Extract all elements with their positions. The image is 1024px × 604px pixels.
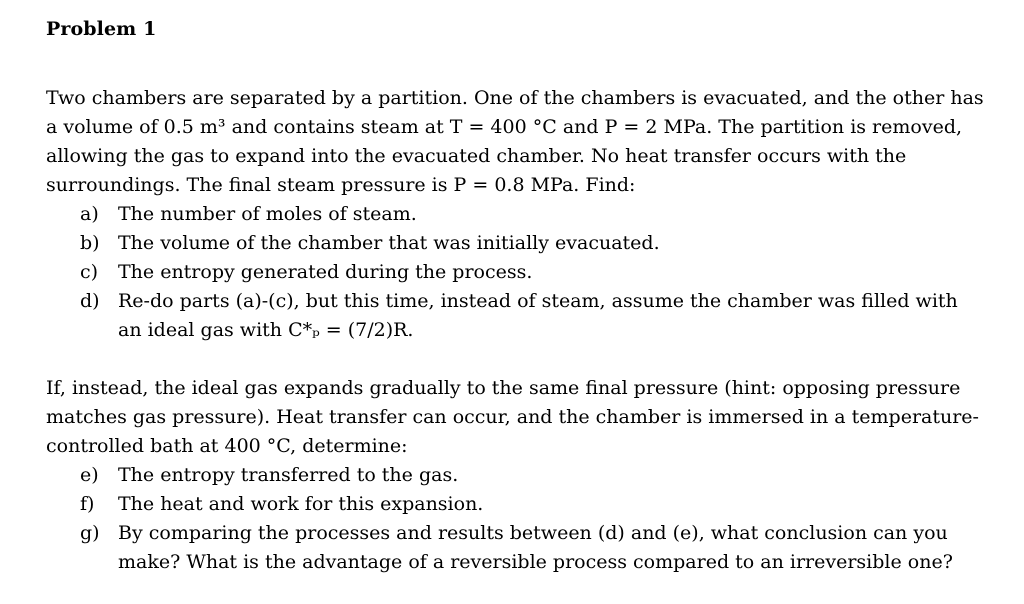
statement-line: matches gas pressure). Heat transfer can occur, and the chamber is immersed in a temperature-	[46, 406, 979, 428]
list-marker: b)	[80, 232, 100, 254]
list-text: The volume of the chamber that was initially evacuated.	[118, 232, 660, 254]
list-marker: e)	[80, 464, 99, 486]
list-item-a	[46, 200, 976, 229]
list-text: The number of moles of steam.	[118, 203, 417, 225]
list-marker: f)	[80, 493, 95, 515]
statement-line: a volume of 0.5 m³ and contains steam at T = 400 °C and P = 2 MPa. The partition is removed,	[46, 116, 963, 138]
list-text: Re-do parts (a)-(c), but this time, instead of steam, assume the chamber was filled with	[118, 290, 958, 312]
list-marker: a)	[80, 203, 99, 225]
list-text: The entropy generated during the process.	[118, 261, 533, 283]
list-item-d	[46, 287, 976, 316]
list-item-c	[46, 258, 976, 287]
list-text: The entropy transferred to the gas.	[118, 464, 459, 486]
statement-line: Two chambers are separated by a partition. One of the chambers is evacuated, and the other has	[46, 87, 984, 109]
list-continuation: make? What is the advantage of a reversible process compared to an irreversible one?	[118, 551, 953, 573]
list-item-g	[46, 519, 976, 548]
list-item-e	[46, 461, 976, 490]
list-marker: g)	[80, 522, 100, 544]
statement-line: surroundings. The final steam pressure is P = 0.8 MPa. Find:	[46, 174, 636, 196]
problem-statement	[46, 84, 984, 345]
statement-line: controlled bath at 400 °C, determine:	[46, 435, 408, 457]
list-marker: c)	[80, 261, 99, 283]
list-text: By comparing the processes and results between (d) and (e), what conclusion can you	[118, 522, 948, 544]
list-marker: d)	[80, 290, 100, 312]
list-continuation: an ideal gas with C*ₚ = (7/2)R.	[118, 319, 414, 341]
statement-line: If, instead, the ideal gas expands gradually to the same final pressure (hint: opposing pressure	[46, 377, 961, 399]
list-item-f	[46, 490, 976, 519]
list-item-b	[46, 229, 976, 258]
followup-statement	[46, 374, 979, 577]
problem-title: Problem 1	[46, 18, 157, 40]
statement-line: allowing the gas to expand into the evacuated chamber. No heat transfer occurs with the	[46, 145, 907, 167]
list-text: The heat and work for this expansion.	[118, 493, 484, 515]
